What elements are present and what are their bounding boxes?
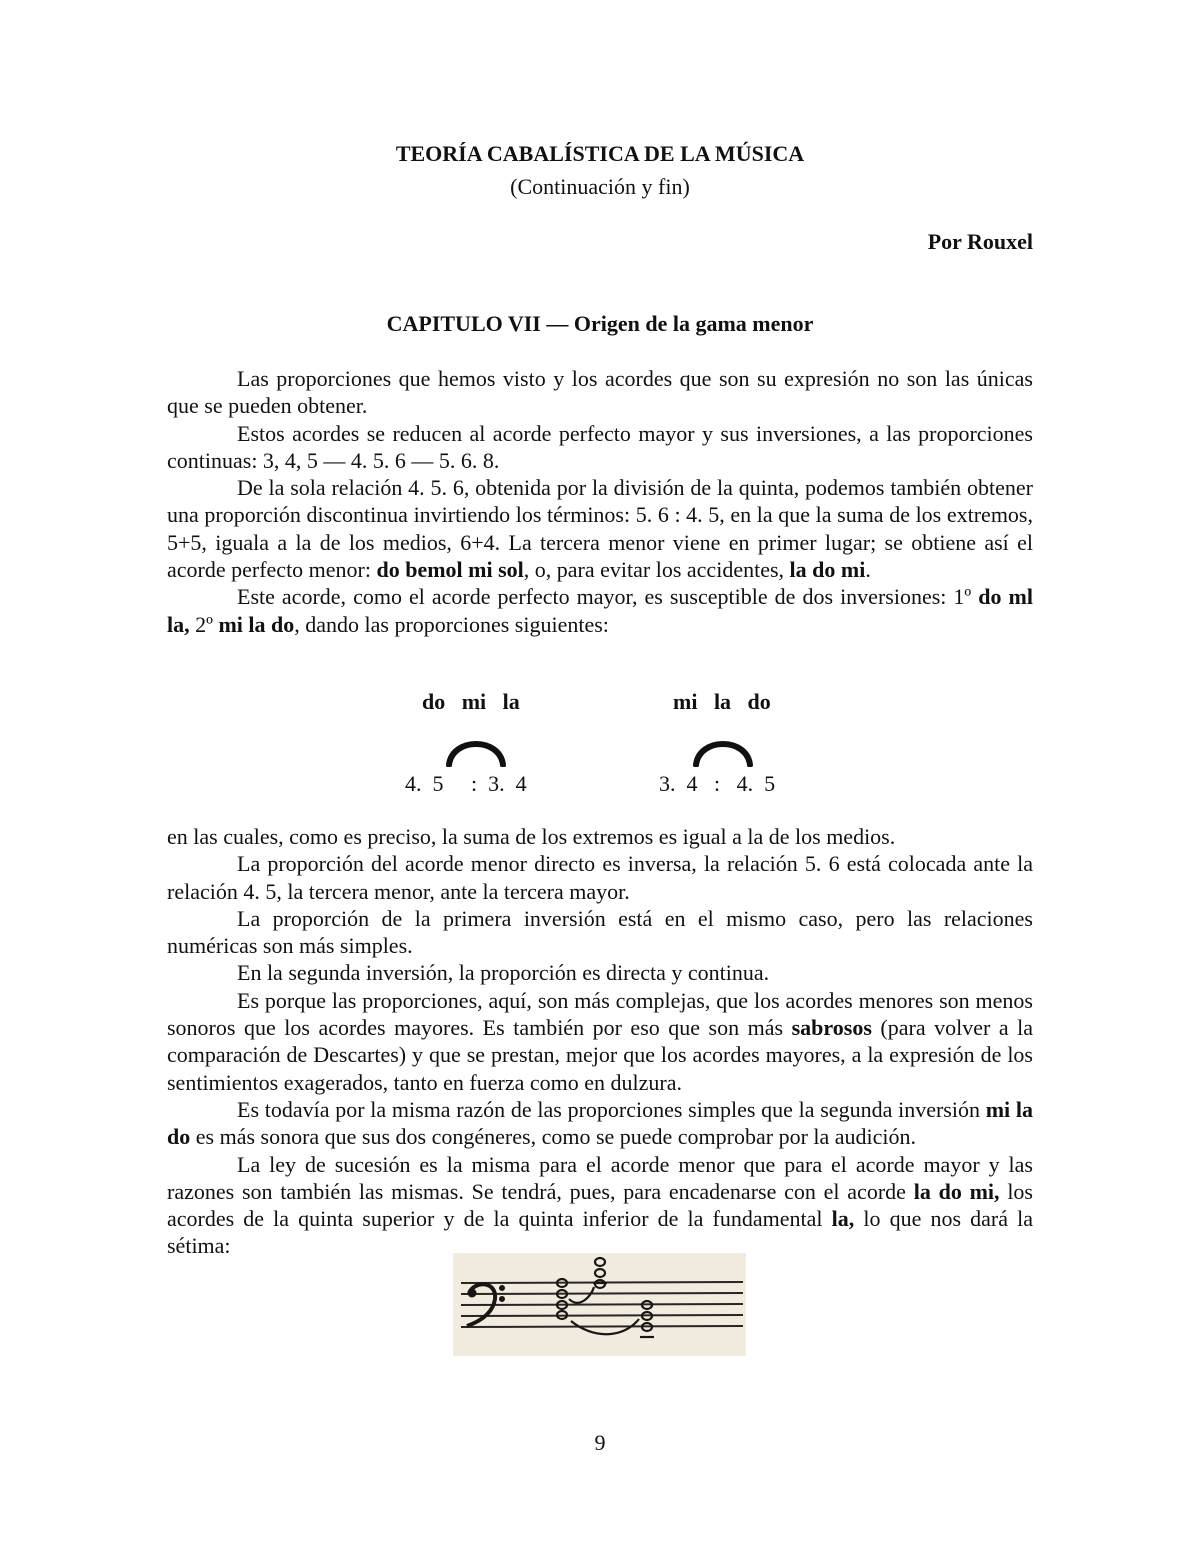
paragraph-10: [167, 1096, 1033, 1151]
paragraph-9: [167, 987, 1033, 1096]
paragraph-11-text: La ley de sucesión es la misma para el acorde menor que para el acorde mayor y las razones son también las mismas. Se tendrá, pues, para encadenarse con el acorde: [167, 1151, 1033, 1204]
paragraph-10-text: es más sonora que sus dos congéneres, como se puede comprobar por la audición.: [190, 1124, 917, 1150]
paragraph-10-bold: mi la do: [167, 1096, 1033, 1150]
paragraph-3-text: De la sola relación 4. 5. 6, obtenida por la división de la quinta, podemos también obtener una proporción discontinua invirtiendo los términos: 5. 6 : 4. 5, en la que la suma de los extremos, 5+5, iguala a la de los medios, 6+4. La tercera menor viene en primer lugar; se obtiene así el acorde perfecto menor:: [167, 475, 1033, 583]
paragraph-9-text: (para volver a la comparación de Descartes) y que se prestan, mejor que los acordes mayores, a la expresión de los sentimientos exagerados, tanto en fuerza como en dulzura.: [167, 1015, 1033, 1095]
paragraph-10-text: Es todavía por la misma razón de las proporciones simples que la segunda inversión: [237, 1096, 986, 1122]
paragraph-3: [167, 474, 1033, 583]
paragraph-11-text: lo que nos dará la sétima:: [167, 1206, 1034, 1259]
proportion-left: 4. 5 : 3. 4: [405, 771, 527, 796]
bass-clef-staff-icon: [453, 1253, 746, 1356]
paragraph-4-text: Este acorde, como el acorde perfecto mayor, es susceptible de dos inversiones: 1º: [237, 584, 979, 610]
paragraph-3-bold: la do mi: [789, 557, 866, 583]
paragraph-11-bold: la do mi,: [913, 1178, 1000, 1204]
article-subtitle: (Continuación y fin): [510, 174, 690, 199]
chord-label-left: do mi la: [422, 689, 520, 714]
paragraph-4-text: 2º: [189, 611, 219, 637]
proportion-right: 3. 4 : 4. 5: [659, 771, 776, 796]
chord-label-right: mi la do: [673, 689, 771, 714]
body-text-lower: [167, 823, 1033, 1260]
paragraph-4-text: , dando las proporciones siguientes:: [294, 611, 609, 637]
paragraph-2: Estos acordes se reducen al acorde perfecto mayor y sus inversiones, a las proporciones continuas: 3, 4, 5 — 4. 5. 6 — 5. 6. 8.: [167, 420, 1033, 473]
paragraph-8: En la segunda inversión, la proporción es directa y continua.: [237, 960, 770, 986]
chapter-heading: CAPITULO VII — Origen de la gama menor: [386, 311, 814, 336]
paragraph-3-bold: do bemol mi sol: [376, 557, 524, 583]
page-number: 9: [594, 1430, 606, 1455]
paragraph-3-text: , o, para evitar los accidentes,: [523, 557, 790, 583]
paragraph-3-text: .: [865, 557, 871, 583]
paragraph-9-bold: sabrosos: [791, 1015, 872, 1041]
paragraph-6: La proporción del acorde menor directo es inversa, la relación 5. 6 está colocada ante la relación 4. 5, la tercera menor, ante la tercera mayor.: [167, 851, 1033, 904]
paragraph-4: [167, 583, 1033, 638]
body-text-upper: [167, 365, 1033, 638]
article-title: TEORÍA CABALÍSTICA DE LA MÚSICA: [395, 141, 805, 166]
paragraph-9-text: Es porque las proporciones, aquí, son más complejas, que los acordes menores son menos sonoros que los acordes mayores. Es también por eso que son más: [167, 987, 1033, 1041]
paragraph-11-text: los acordes de la quinta superior y de la quinta inferior de la fundamental: [167, 1178, 1033, 1232]
paragraph-1: Las proporciones que hemos visto y los acordes que son su expresión no son las únicas que se pueden obtener.: [167, 366, 1033, 419]
paragraph-4-bold: do ml la,: [167, 584, 1033, 637]
paragraph-11-bold: la,: [831, 1206, 855, 1232]
paragraph-4-bold: mi la do: [218, 611, 295, 637]
musical-staff-image: [453, 1253, 746, 1356]
paragraph-11: [167, 1151, 1033, 1260]
paragraph-7: La proporción de la primera inversión está en el mismo caso, pero las relaciones numéricas son más simples.: [167, 905, 1033, 959]
arc-right-icon: [691, 733, 755, 767]
arc-left-icon: [444, 733, 508, 767]
paragraph-5: en las cuales, como es preciso, la suma de los extremos es igual a la de los medios.: [167, 824, 896, 849]
author-byline: Por Rouxel: [927, 229, 1033, 254]
